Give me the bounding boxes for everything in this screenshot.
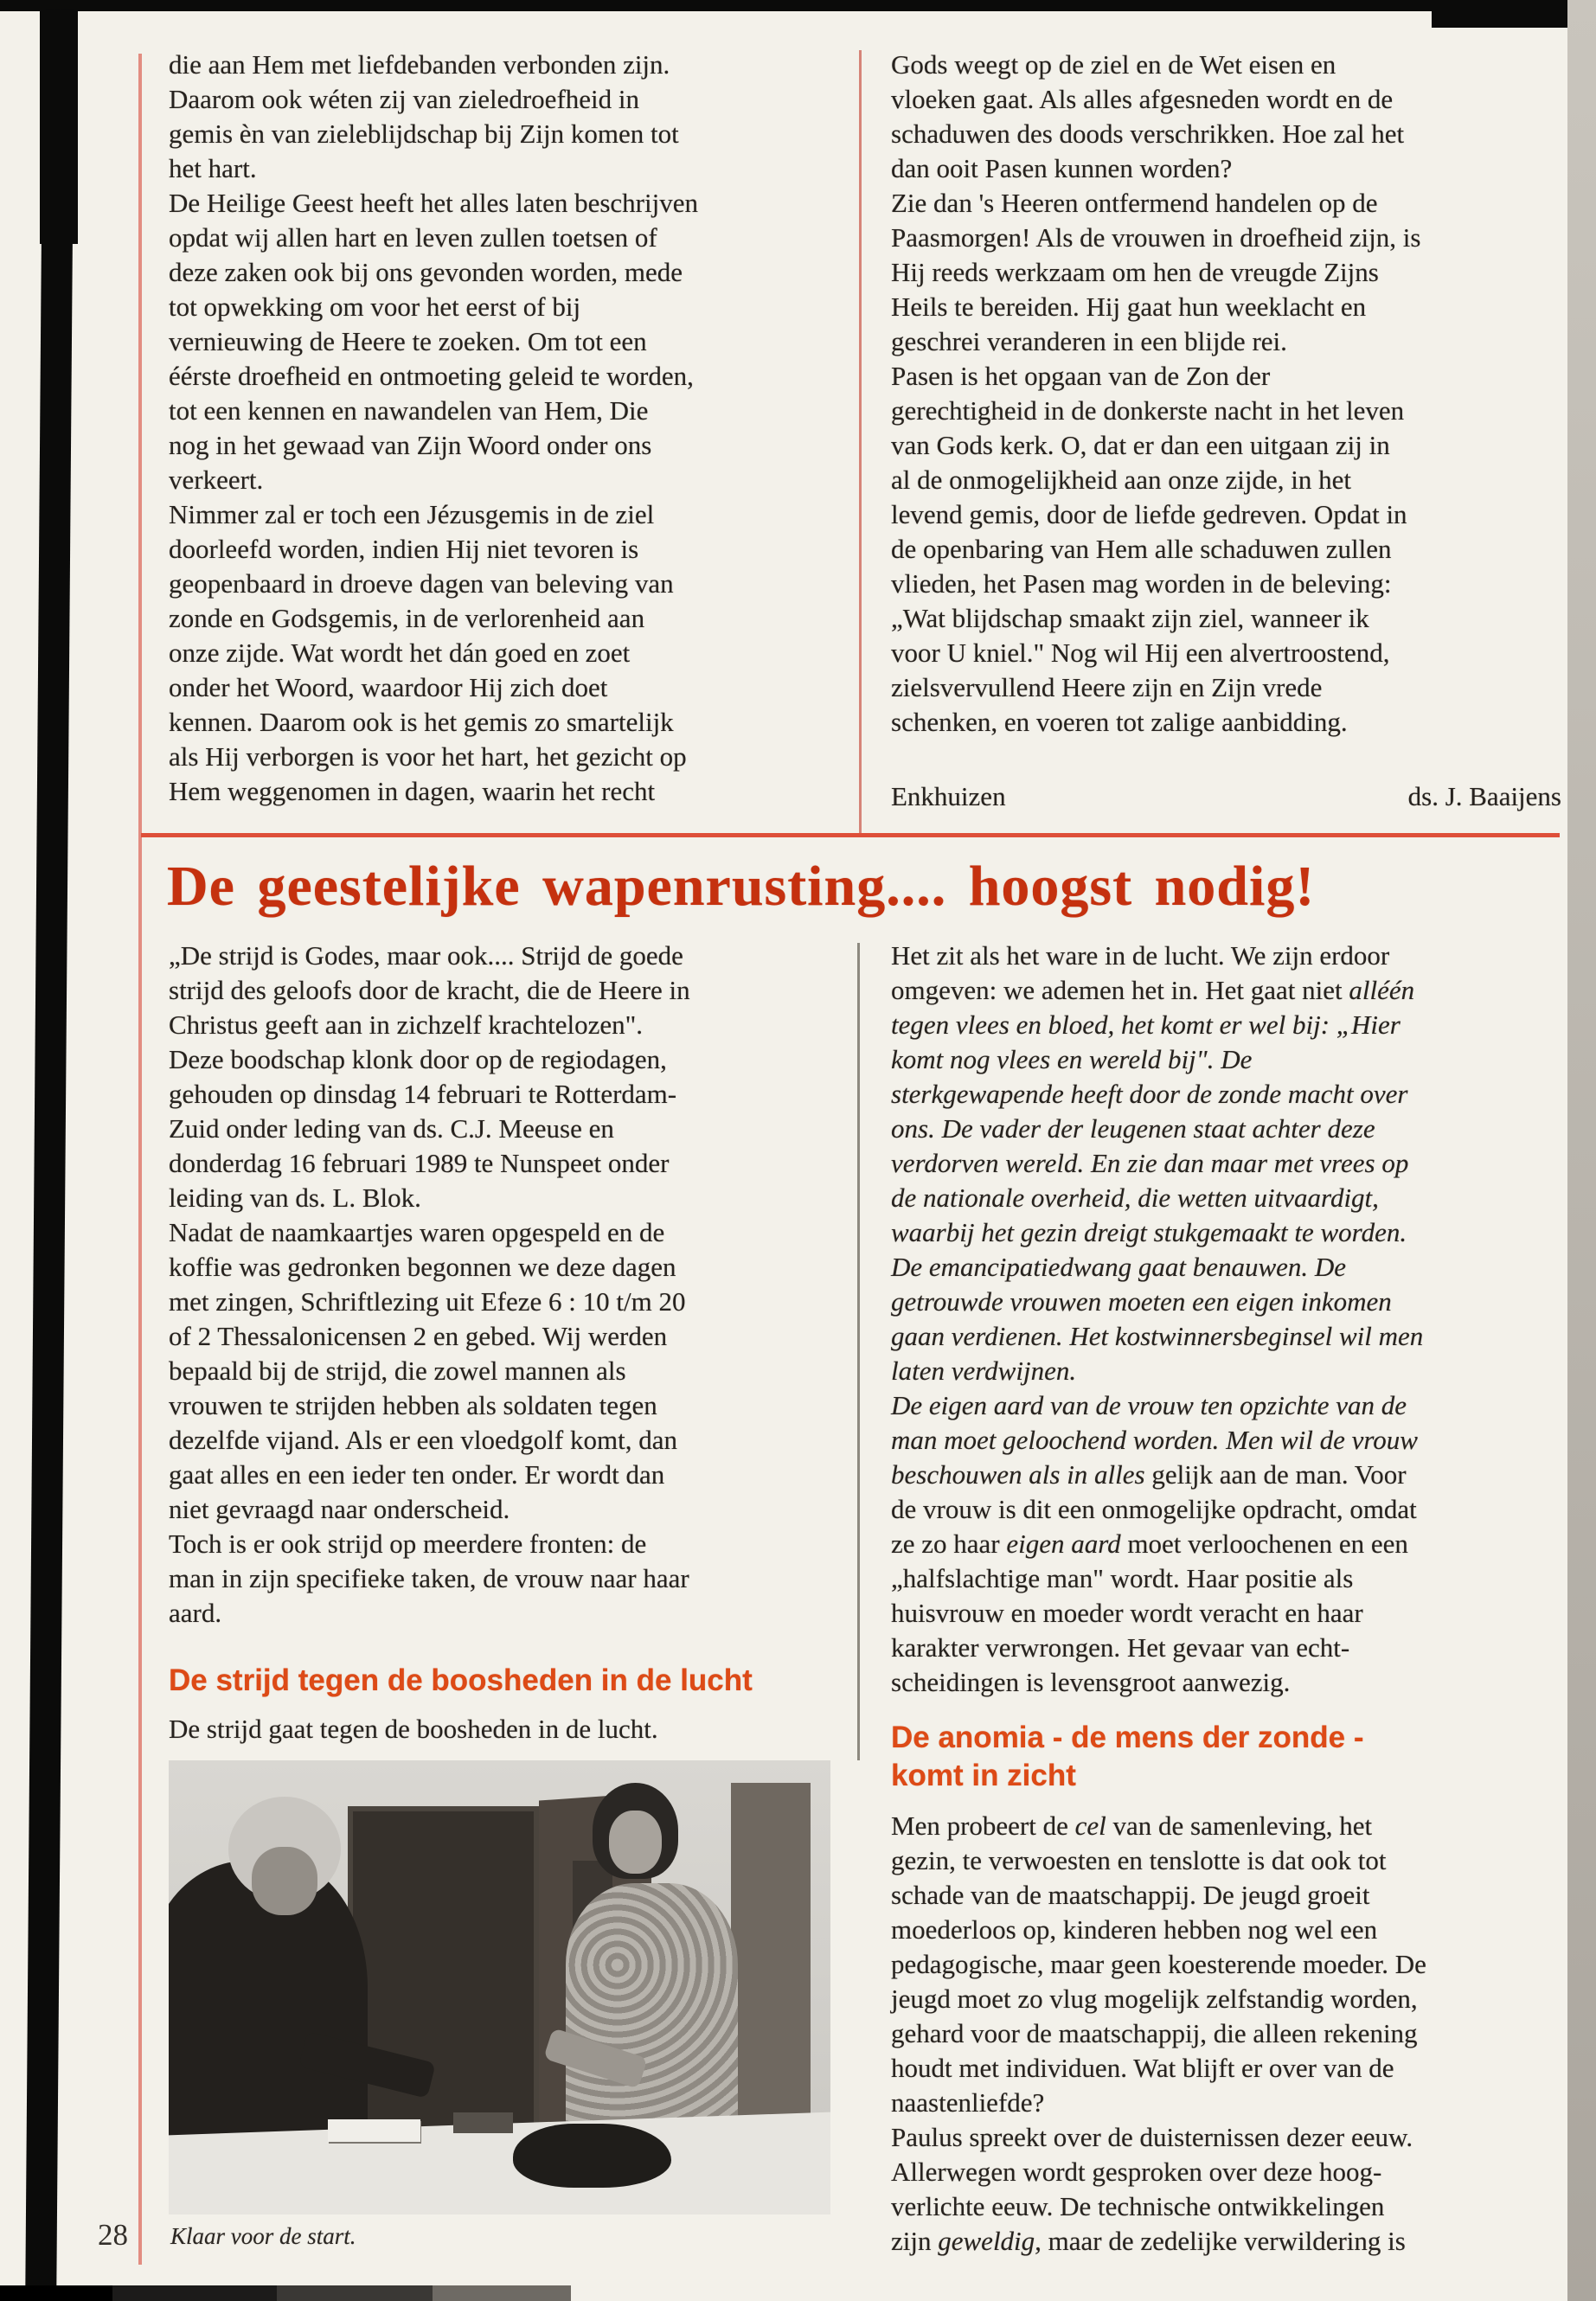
text-line: gaat alles en een ieder ten onder. Er wordt dan xyxy=(169,1459,665,1490)
text-line: leiding van ds. L. Blok. xyxy=(169,1183,421,1213)
photo-woman-left-face xyxy=(252,1847,318,1915)
text-line: verdorven wereld. En zie dan maar met vrees op xyxy=(891,1148,1409,1178)
text-line: tot een kennen en nawandelen van Hem, Die xyxy=(169,395,649,426)
text-line: Pasen is het opgaan van de Zon der xyxy=(891,361,1271,391)
text-line: pedagogische, maar geen koesterende moeder. De xyxy=(891,1949,1426,1979)
text-run: gelijk aan de man. Voor xyxy=(1151,1459,1407,1490)
text-line: laten verdwijnen. xyxy=(891,1356,1077,1386)
text-line: dan ooit Pasen kunnen worden? xyxy=(891,153,1233,183)
text-line: gaan verdienen. Het kostwinnersbeginsel wil men xyxy=(891,1321,1424,1351)
text-line: verlichte eeuw. De technische ontwikkelingen xyxy=(891,2191,1385,2221)
text-line: Hem weggenomen in dagen, waarin het recht xyxy=(169,776,656,806)
text-line: de openbaring van Hem alle schaduwen zullen xyxy=(891,534,1392,564)
text-line: tot opwekking om voor het eerst of bij xyxy=(169,292,581,322)
text-line: Paasmorgen! Als de vrouwen in droefheid zijn, is xyxy=(891,222,1421,253)
text-line: zonde en Godsgemis, in de verlorenheid aan xyxy=(169,603,645,633)
text-line: moederloos op, kinderen hebben nog wel een xyxy=(891,1914,1378,1945)
left-margin-rule xyxy=(138,54,142,2265)
text-line: waarbij het gezin dreigt stukgemaakt te worden. xyxy=(891,1217,1407,1247)
scan-edge-top xyxy=(0,0,1596,11)
text-line: huisvrouw en moeder wordt veracht en haar xyxy=(891,1598,1363,1628)
text-line: onze zijde. Wat wordt het dán goed en zoet xyxy=(169,638,631,668)
text-run: maar de zedelijke verwildering is xyxy=(1041,2226,1406,2256)
text-line: gezin, te verwoesten en tenslotte is dat ook tot xyxy=(891,1845,1387,1875)
text-line: houdt met individuen. Wat blijft er over van de xyxy=(891,2053,1394,2083)
text-line: al de onmogelijkheid aan onze zijde, in het xyxy=(891,465,1351,495)
text-line: Deze boodschap klonk door op de regiodagen, xyxy=(169,1044,667,1074)
text-run: geweldig, xyxy=(938,2226,1042,2256)
text-line: donderdag 16 februari 1989 te Nunspeet onder xyxy=(169,1148,670,1178)
signoff-author: ds. J. Baaijens xyxy=(1407,781,1561,811)
text-line: Nadat de naamkaartjes waren opgespeld en de xyxy=(169,1217,665,1247)
text-line: van Gods kerk. O, dat er dan een uitgaan zij in xyxy=(891,430,1390,460)
text-line: De Heilige Geest heeft het alles laten beschrijven xyxy=(169,188,698,218)
text-line: sterkgewapende heeft door de zonde macht over xyxy=(891,1079,1408,1109)
text-line: als Hij verborgen is voor het hart, het gezicht op xyxy=(169,741,687,772)
text-line: onder het Woord, waardoor Hij zich doet xyxy=(169,672,608,702)
text-line: man moet geloochend worden. Men wil de vrouw xyxy=(891,1425,1418,1455)
text-line: ons. De vader der leugenen staat achter deze xyxy=(891,1113,1375,1144)
text-run: Men probeert de xyxy=(891,1811,1075,1841)
text-line: éérste droefheid en ontmoeting geleid te worden, xyxy=(169,361,694,391)
text-line: schade van de maatschappij. De jeugd groeit xyxy=(891,1880,1370,1910)
text-run: ze zo haar xyxy=(891,1529,1007,1559)
text-line: dezelfde vijand. Als er een vloedgolf komt, dan xyxy=(169,1425,677,1455)
text-line: koffie was gedronken begonnen we deze dagen xyxy=(169,1252,676,1282)
text-line: Zie dan 's Heeren ontfermend handelen op de xyxy=(891,188,1378,218)
article1-left-column xyxy=(169,48,839,809)
text-line: die aan Hem met liefdebanden verbonden zijn. xyxy=(169,49,670,80)
text-line: De eigen aard van de vrouw ten opzichte van de xyxy=(891,1390,1407,1420)
text-line: niet gevraagd naar onderscheid. xyxy=(169,1494,510,1524)
scan-edge-left-corner xyxy=(40,10,78,244)
text-line: Christus geeft aan in zichzelf krachtelozen". xyxy=(169,1009,644,1040)
article1-signoff xyxy=(891,781,1561,812)
text-line: zielsvervullend Heere zijn en Zijn vrede xyxy=(891,672,1323,702)
photo-woman-right-body xyxy=(566,1883,738,2156)
signoff-place: Enkhuizen xyxy=(891,781,1006,811)
text-line: doorleefd worden, indien Hij niet tevoren is xyxy=(169,534,639,564)
text-line: gehard voor de maatschappij, die alleen rekening xyxy=(891,2018,1418,2048)
article2-headline: De geestelijke wapenrusting.... hoogst nodig! xyxy=(167,855,1316,918)
text-line: komt nog vlees en wereld bij". De xyxy=(891,1044,1253,1074)
text-line: „halfslachtige man" wordt. Haar positie als xyxy=(891,1563,1354,1593)
text-run: zijn xyxy=(891,2226,939,2256)
article2-subheading-2-line2: komt in zicht xyxy=(891,1759,1076,1792)
text-line: strijd des geloofs door de kracht, die de Heere in xyxy=(169,975,690,1005)
text-run: eigen aard xyxy=(1006,1529,1121,1559)
text-line: Paulus spreekt over de duisternissen dezer eeuw. xyxy=(891,2122,1413,2152)
scan-edge-right-shadow xyxy=(1567,0,1596,2301)
photo-klaar-voor-de-start xyxy=(169,1760,830,2214)
section-divider-rule xyxy=(141,833,1560,837)
text-line: Daarom ook wéten zij van zieledroefheid in xyxy=(169,84,639,114)
photo-papers-dark xyxy=(453,2112,513,2133)
text-line: kennen. Daarom ook is het gemis zo smartelijk xyxy=(169,707,674,737)
text-line: verkeert. xyxy=(169,465,264,495)
text-line: gemis èn van zieleblijdschap bij Zijn komen tot xyxy=(169,119,679,149)
text-line: Heils te bereiden. Hij gaat hun weeklacht en xyxy=(891,292,1367,322)
text-line: nog in het gewaad van Zijn Woord onder ons xyxy=(169,430,652,460)
text-line: naastenliefde? xyxy=(891,2087,1045,2118)
text-run: cel xyxy=(1074,1811,1106,1841)
text-line xyxy=(891,973,1561,1008)
text-line: De strijd gaat tegen de boosheden in de lucht. xyxy=(169,1714,658,1744)
text-line: aard. xyxy=(169,1598,222,1628)
text-line: of 2 Thessalonicensen 2 en gebed. Wij werden xyxy=(169,1321,668,1351)
photo-caption: Klaar voor de start. xyxy=(170,2223,356,2249)
text-line: gerechtigheid in de donkerste nacht in het leven xyxy=(891,395,1405,426)
text-line: geschrei veranderen in een blijde rei. xyxy=(891,326,1287,356)
column-divider-top xyxy=(859,50,862,833)
photo-papers xyxy=(328,2119,420,2142)
text-line: opdat wij allen hart en leven zullen toetsen of xyxy=(169,222,657,253)
text-line: schenken, en voeren tot zalige aanbidding. xyxy=(891,707,1348,737)
text-run: moet verloochenen en een xyxy=(1120,1529,1408,1559)
article2-subheading-1: De strijd tegen de boosheden in de lucht xyxy=(169,1663,753,1697)
text-line: met zingen, Schriftlezing uit Efeze 6 : 10 t/m 20 xyxy=(169,1286,686,1317)
text-line: deze zaken ook bij ons gevonden worden, mede xyxy=(169,257,683,287)
text-line: man in zijn specifieke taken, de vrouw naar haar xyxy=(169,1563,689,1593)
text-line: scheidingen is levensgroot aanwezig. xyxy=(891,1667,1291,1697)
text-line: De emancipatiedwang gaat benauwen. De xyxy=(891,1252,1347,1282)
text-line: „De strijd is Godes, maar ook.... Strijd de goede xyxy=(169,940,683,971)
text-line: Hij reeds werkzaam om hen de vreugde Zijns xyxy=(891,257,1379,287)
text-line: Het zit als het ware in de lucht. We zijn erdoor xyxy=(891,940,1390,971)
text-line: karakter verwrongen. Het gevaar van echt- xyxy=(891,1632,1350,1663)
text-line: jeugd moet zo vlug mogelijk zelfstandig worden, xyxy=(891,1984,1418,2014)
text-run: omgeven: we ademen het in. Het gaat niet xyxy=(891,975,1349,1005)
scan-edge-bottom xyxy=(0,2285,675,2301)
scan-edge-left-bar xyxy=(25,9,74,2292)
text-line xyxy=(891,1809,1561,1843)
text-line: geopenbaard in droeve dagen van beleving van xyxy=(169,568,674,599)
article2-right-column xyxy=(891,939,1561,2259)
text-run: alléén xyxy=(1349,975,1415,1005)
text-line: Allerwegen wordt gesproken over deze hoog- xyxy=(891,2157,1382,2187)
text-line: vernieuwing de Heere te zoeken. Om tot een xyxy=(169,326,647,356)
text-line: de vrouw is dit een onmogelijke opdracht, omdat xyxy=(891,1494,1417,1524)
text-line xyxy=(891,1527,1561,1561)
text-line: Gods weegt op de ziel en de Wet eisen en xyxy=(891,49,1336,80)
text-line: Toch is er ook strijd op meerdere fronten: de xyxy=(169,1529,647,1559)
text-line: „Wat blijdschap smaakt zijn ziel, wanneer ik xyxy=(891,603,1369,633)
article1-right-column xyxy=(891,48,1561,812)
text-line: tegen vlees en bloed, het komt er wel bij: „Hier xyxy=(891,1009,1401,1040)
text-line: vloeken gaat. Als alles afgesneden wordt en de xyxy=(891,84,1394,114)
text-line: voor U kniel." Nog wil Hij een alvertroostend, xyxy=(891,638,1390,668)
text-line: het hart. xyxy=(169,153,257,183)
photo-woman-right-face xyxy=(609,1811,662,1875)
page-number: 28 xyxy=(98,2218,128,2252)
text-line: schaduwen des doods verschrikken. Hoe zal het xyxy=(891,119,1405,149)
photo-door-dark xyxy=(348,1806,540,2161)
article2-left-column xyxy=(169,939,839,1747)
text-line: levend gemis, door de liefde gedreven. Opdat in xyxy=(891,499,1407,529)
text-line: Zuid onder leding van ds. C.J. Meeuse en xyxy=(169,1113,614,1144)
text-line: de nationale overheid, die wetten uitvaardigt, xyxy=(891,1183,1379,1213)
text-line: bepaald bij de strijd, die zowel mannen als xyxy=(169,1356,626,1386)
text-line: vlieden, het Pasen mag worden in de beleving: xyxy=(891,568,1392,599)
text-run: van de samenleving, het xyxy=(1106,1811,1373,1841)
text-line: Nimmer zal er toch een Jézusgemis in de ziel xyxy=(169,499,655,529)
text-line: gehouden op dinsdag 14 februari te Rotterdam- xyxy=(169,1079,677,1109)
text-line: getrouwde vrouwen moeten een eigen inkomen xyxy=(891,1286,1392,1317)
text-line: vrouwen te strijden hebben als soldaten tegen xyxy=(169,1390,657,1420)
column-divider-bottom xyxy=(857,943,860,1760)
text-line xyxy=(891,2224,1561,2259)
text-run: beschouwen als in alles xyxy=(891,1459,1152,1490)
photo-bag xyxy=(513,2124,672,2188)
text-line xyxy=(891,1458,1561,1492)
article2-subheading-2-line1: De anomia - de mens der zonde - xyxy=(891,1721,1364,1754)
